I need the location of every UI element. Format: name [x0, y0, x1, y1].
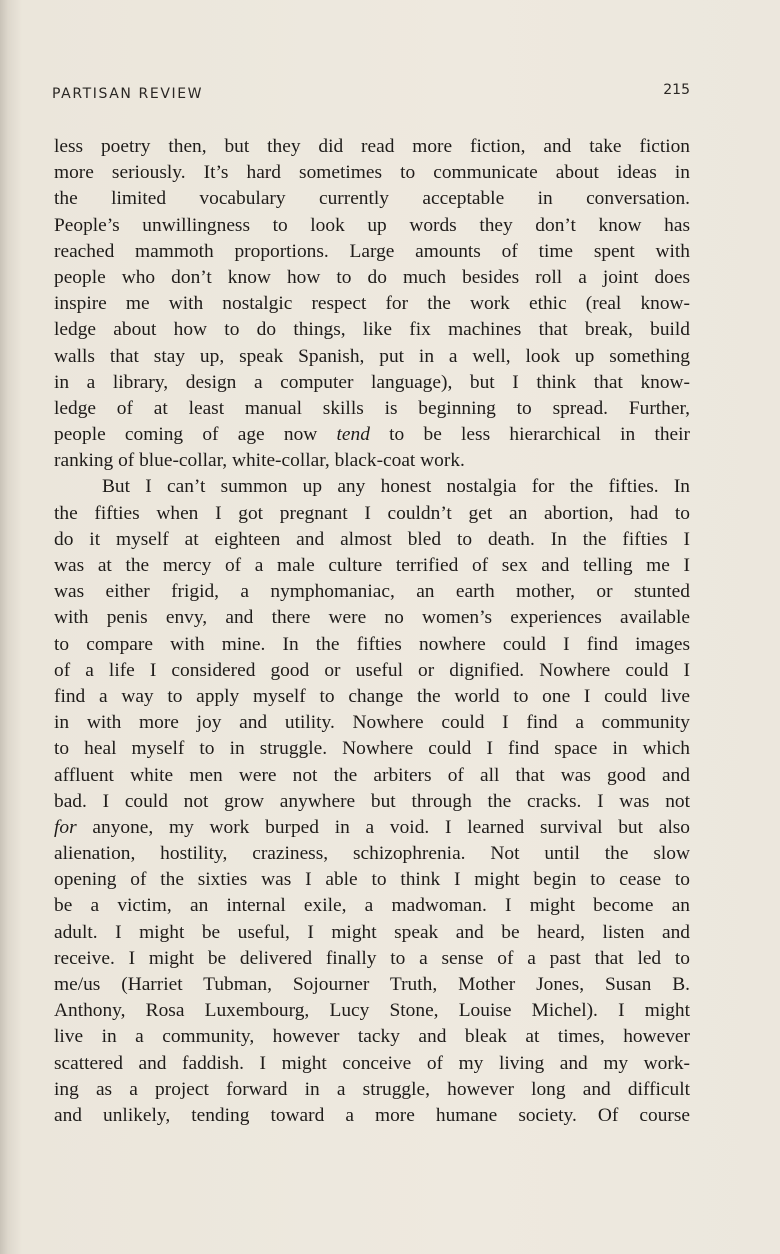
text-line: be a victim, an internal exile, a madwoman. I might become an — [54, 895, 690, 917]
text-line: adult. I might be useful, I might speak and be heard, listen and — [54, 921, 690, 943]
italic-word: for — [54, 816, 77, 838]
text-line: the limited vocabulary currently acceptable in conversation. — [54, 188, 690, 210]
paragraph-end-line: ranking of blue-collar, white-collar, black-coat work. — [54, 450, 465, 472]
text-line: opening of the sixties was I able to think I might begin to cease to — [54, 869, 690, 891]
text-line: reached mammoth proportions. Large amounts of time spent with — [54, 240, 690, 262]
text-line: people who don’t know how to do much besides roll a joint does — [54, 266, 690, 288]
text-run: anyone, my work burped in a void. I learned survival but also — [76, 816, 690, 838]
text-line: Anthony, Rosa Luxembourg, Lucy Stone, Louise Michel). I might — [54, 1000, 690, 1022]
text-line: ledge about how to do things, like fix machines that break, build — [54, 319, 690, 341]
text-line: do it myself at eighteen and almost bled to death. In the fifties I — [54, 528, 690, 550]
text-line: ing as a project forward in a struggle, however long and difficult — [54, 1078, 690, 1100]
text-line — [54, 422, 690, 448]
text-line: receive. I might be delivered finally to a sense of a past that led to — [54, 947, 690, 969]
text-line: was either frigid, a nymphomaniac, an earth mother, or stunted — [54, 581, 690, 603]
text-line: with penis envy, and there were no women’s experiences available — [54, 607, 690, 629]
text-line: to compare with mine. In the fifties nowhere could I find images — [54, 633, 690, 655]
body-text — [54, 134, 690, 1129]
text-line: of a life I considered good or useful or dignified. Nowhere could I — [54, 659, 690, 681]
text-line: scattered and faddish. I might conceive of my living and my work- — [54, 1052, 690, 1074]
text-line: inspire me with nostalgic respect for the work ethic (real know- — [54, 293, 690, 315]
text-line: the fifties when I got pregnant I couldn’t get an abortion, had to — [54, 502, 690, 524]
text-line: ledge of at least manual skills is beginning to spread. Further, — [54, 397, 690, 419]
text-line: in a library, design a computer language), but I think that know- — [54, 371, 690, 393]
page-number: 215 — [663, 82, 690, 98]
text-line: me/us (Harriet Tubman, Sojourner Truth, Mother Jones, Susan B. — [54, 974, 690, 995]
text-run: people coming of age now — [54, 424, 337, 446]
text-line: was at the mercy of a male culture terrified of sex and telling me I — [54, 555, 690, 576]
text-line: more seriously. It’s hard sometimes to communicate about ideas in — [54, 162, 690, 184]
text-line: live in a community, however tacky and bleak at times, however — [54, 1026, 690, 1048]
text-line: and unlikely, tending toward a more humane society. Of course — [54, 1104, 690, 1126]
text-line: to heal myself to in struggle. Nowhere could I find space in which — [54, 738, 690, 760]
text-line: People’s unwillingness to look up words they don’t know has — [54, 214, 690, 236]
text-line: affluent white men were not the arbiters of all that was good and — [54, 764, 690, 786]
text-line: less poetry then, but they did read more fiction, and take fiction — [54, 136, 690, 157]
text-run: to be less hierarchical in their — [369, 424, 690, 446]
text-line: alienation, hostility, craziness, schizophrenia. Not until the slow — [54, 843, 690, 865]
text-line — [54, 815, 690, 841]
italic-word: tend — [336, 424, 370, 446]
paragraph-first-line: But I can’t summon up any honest nostalgia for the fifties. In — [102, 476, 690, 498]
text-line: in with more joy and utility. Nowhere could I find a community — [54, 712, 690, 734]
text-line: find a way to apply myself to change the world to one I could live — [54, 685, 690, 707]
running-head-title: PARTISAN REVIEW — [52, 86, 204, 102]
text-line: bad. I could not grow anywhere but through the cracks. I was not — [54, 790, 690, 812]
text-line: walls that stay up, speak Spanish, put in a well, look up something — [54, 345, 690, 367]
